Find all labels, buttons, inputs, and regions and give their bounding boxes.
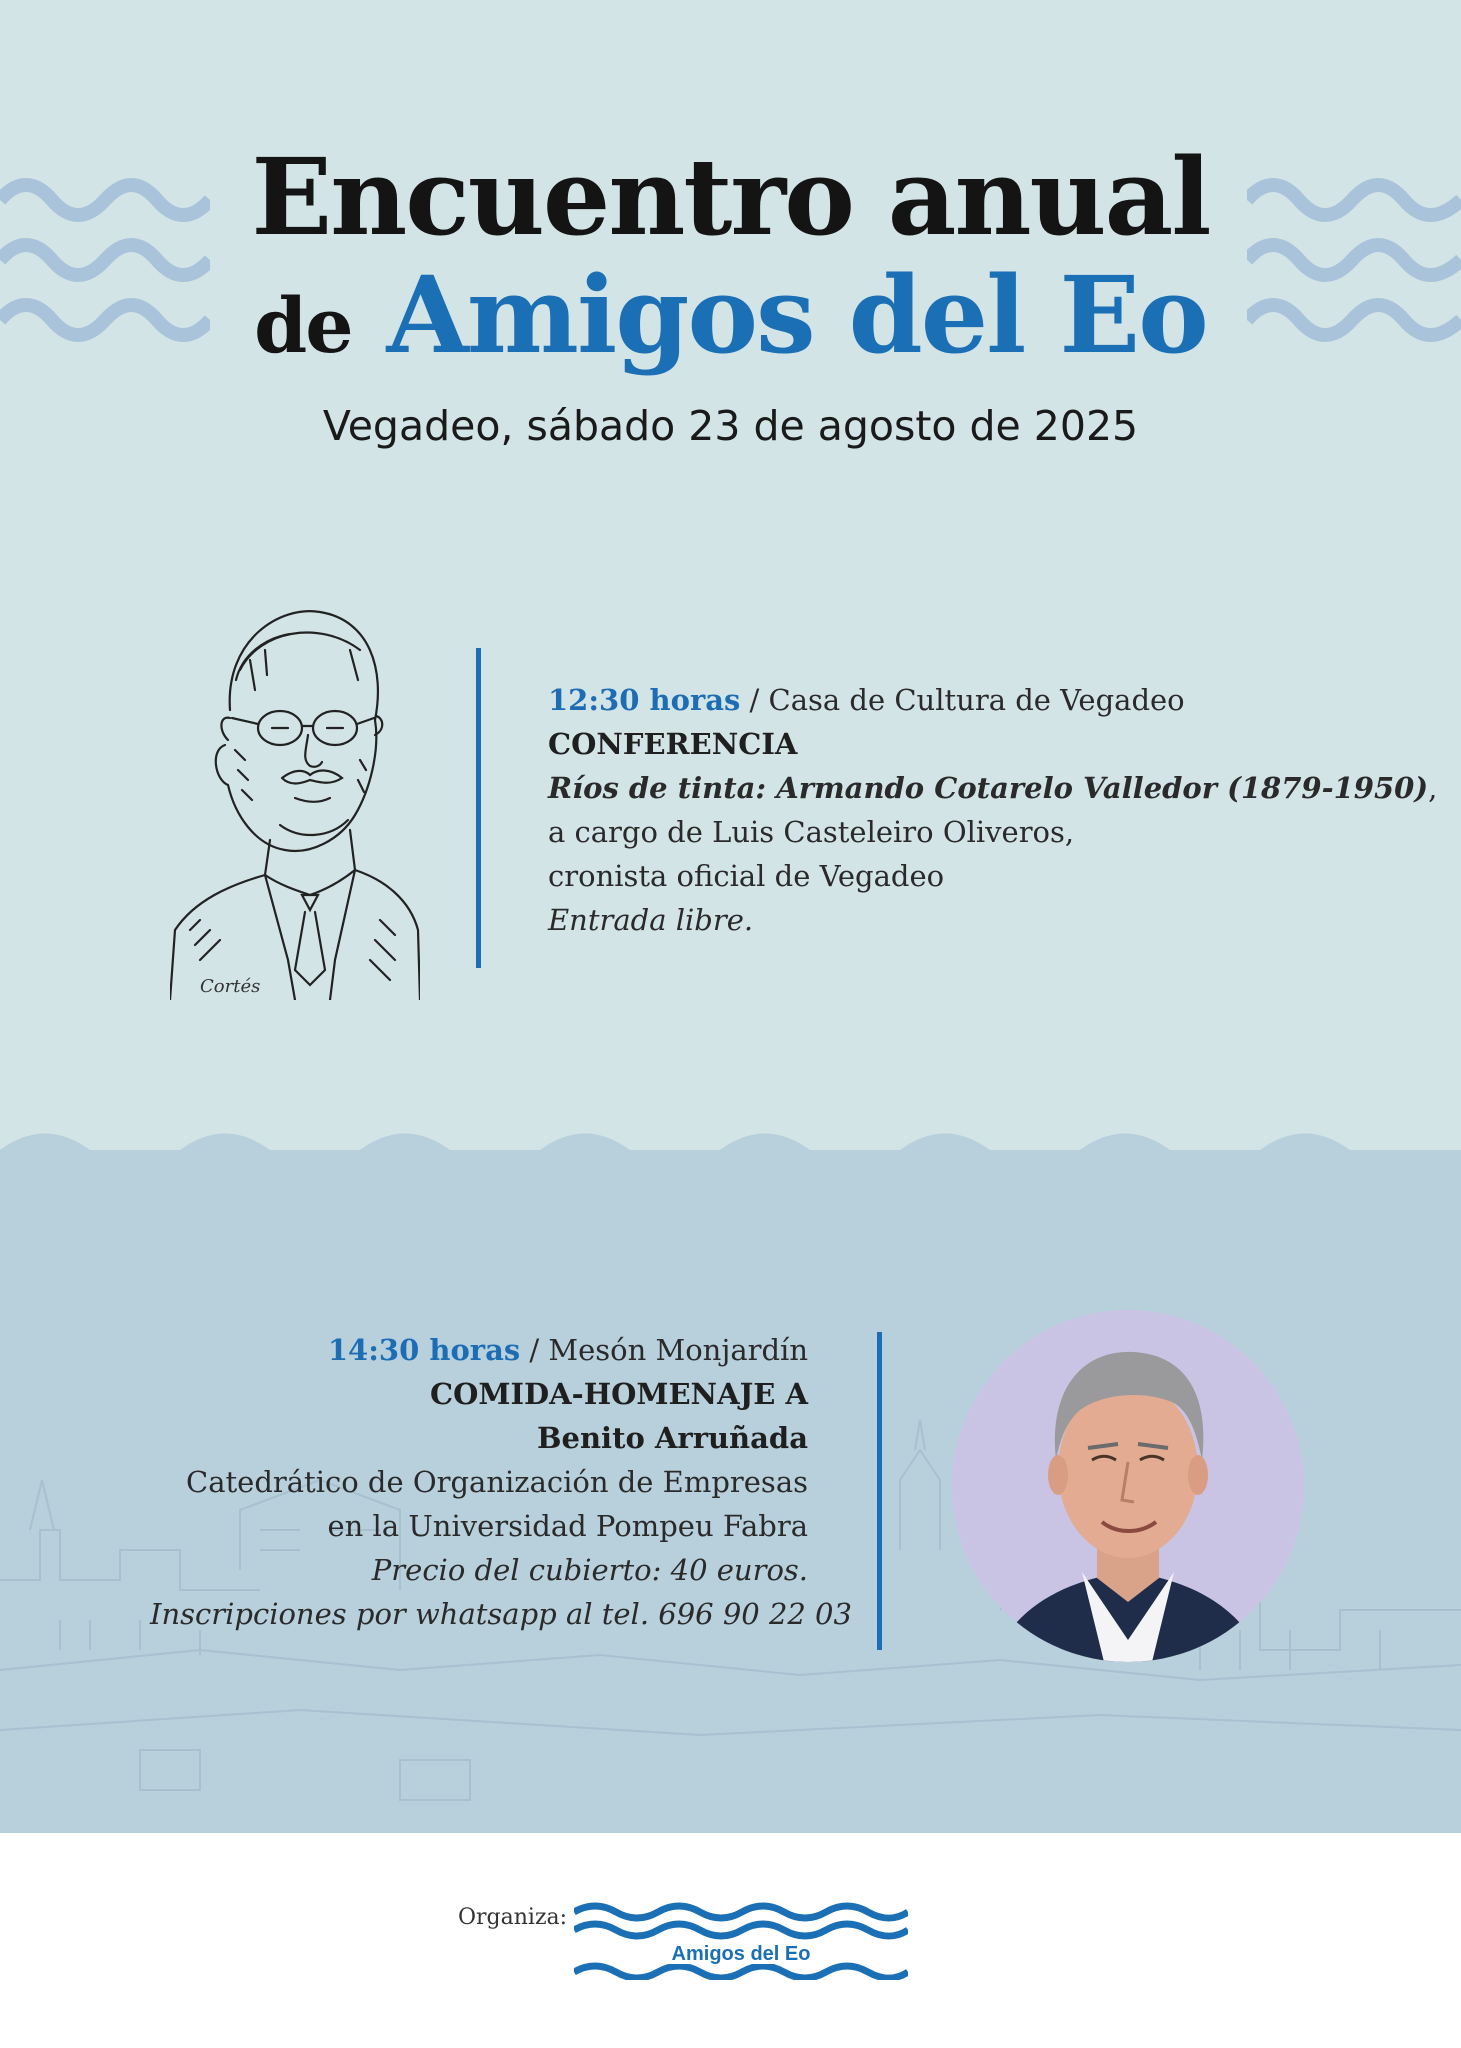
organizer-logo bbox=[574, 1902, 908, 1980]
event1-talk-title: Ríos de tinta: Armando Cotarelo Valledor (1879-1950) bbox=[548, 771, 1429, 805]
honoree-photo bbox=[952, 1310, 1304, 1662]
event2-price: Precio del cubierto: 40 euros. bbox=[371, 1553, 808, 1587]
page-title-line1: Encuentro anual bbox=[251, 134, 1210, 259]
event2-block bbox=[150, 1328, 852, 1636]
event1-speaker: a cargo de Luis Casteleiro Oliveros, bbox=[548, 815, 1075, 849]
sketch-portrait bbox=[170, 600, 420, 1000]
event1-entry: Entrada libre. bbox=[548, 903, 754, 937]
event1-type: CONFERENCIA bbox=[548, 727, 798, 761]
title-prefix: de bbox=[254, 281, 352, 370]
event2-place: / Mesón Monjardín bbox=[520, 1333, 808, 1367]
event2-divider bbox=[877, 1332, 882, 1650]
event1-time-line bbox=[548, 678, 1398, 722]
honoree-photo-drawing bbox=[952, 1310, 1304, 1662]
event2-role-line2: en la Universidad Pompeu Fabra bbox=[327, 1509, 808, 1543]
organizer-logo-text: Amigos del Eo bbox=[671, 1943, 811, 1965]
event1-place: / Casa de Cultura de Vegadeo bbox=[740, 683, 1185, 717]
sketch-signature: Cortés bbox=[200, 976, 261, 997]
organizer-label: Organiza: bbox=[458, 1905, 568, 1930]
event2-time: 14:30 horas bbox=[327, 1333, 521, 1367]
event1-block bbox=[548, 678, 1438, 942]
event2-time-line bbox=[150, 1328, 808, 1372]
event1-time: 12:30 horas bbox=[548, 683, 741, 717]
title-accent: Amigos del Eo bbox=[386, 252, 1207, 377]
wave-divider bbox=[0, 1108, 1461, 1178]
event2-role-line1: Catedrático de Organización de Empresas bbox=[186, 1465, 808, 1499]
event1-talk-line bbox=[548, 766, 1438, 810]
event1-speaker-role: cronista oficial de Vegadeo bbox=[548, 859, 945, 893]
event2-honoree: Benito Arruñada bbox=[537, 1421, 808, 1455]
event1-talk-suffix: , bbox=[1428, 771, 1438, 805]
event2-type: COMIDA-HOMENAJE A bbox=[430, 1377, 808, 1411]
event2-registration: Inscripciones por whatsapp al tel. 696 90 22 03 bbox=[150, 1597, 852, 1631]
event1-divider bbox=[476, 648, 481, 968]
page-title-line2 bbox=[0, 250, 1461, 391]
event-date-subtitle: Vegadeo, sábado 23 de agosto de 2025 bbox=[322, 402, 1139, 450]
